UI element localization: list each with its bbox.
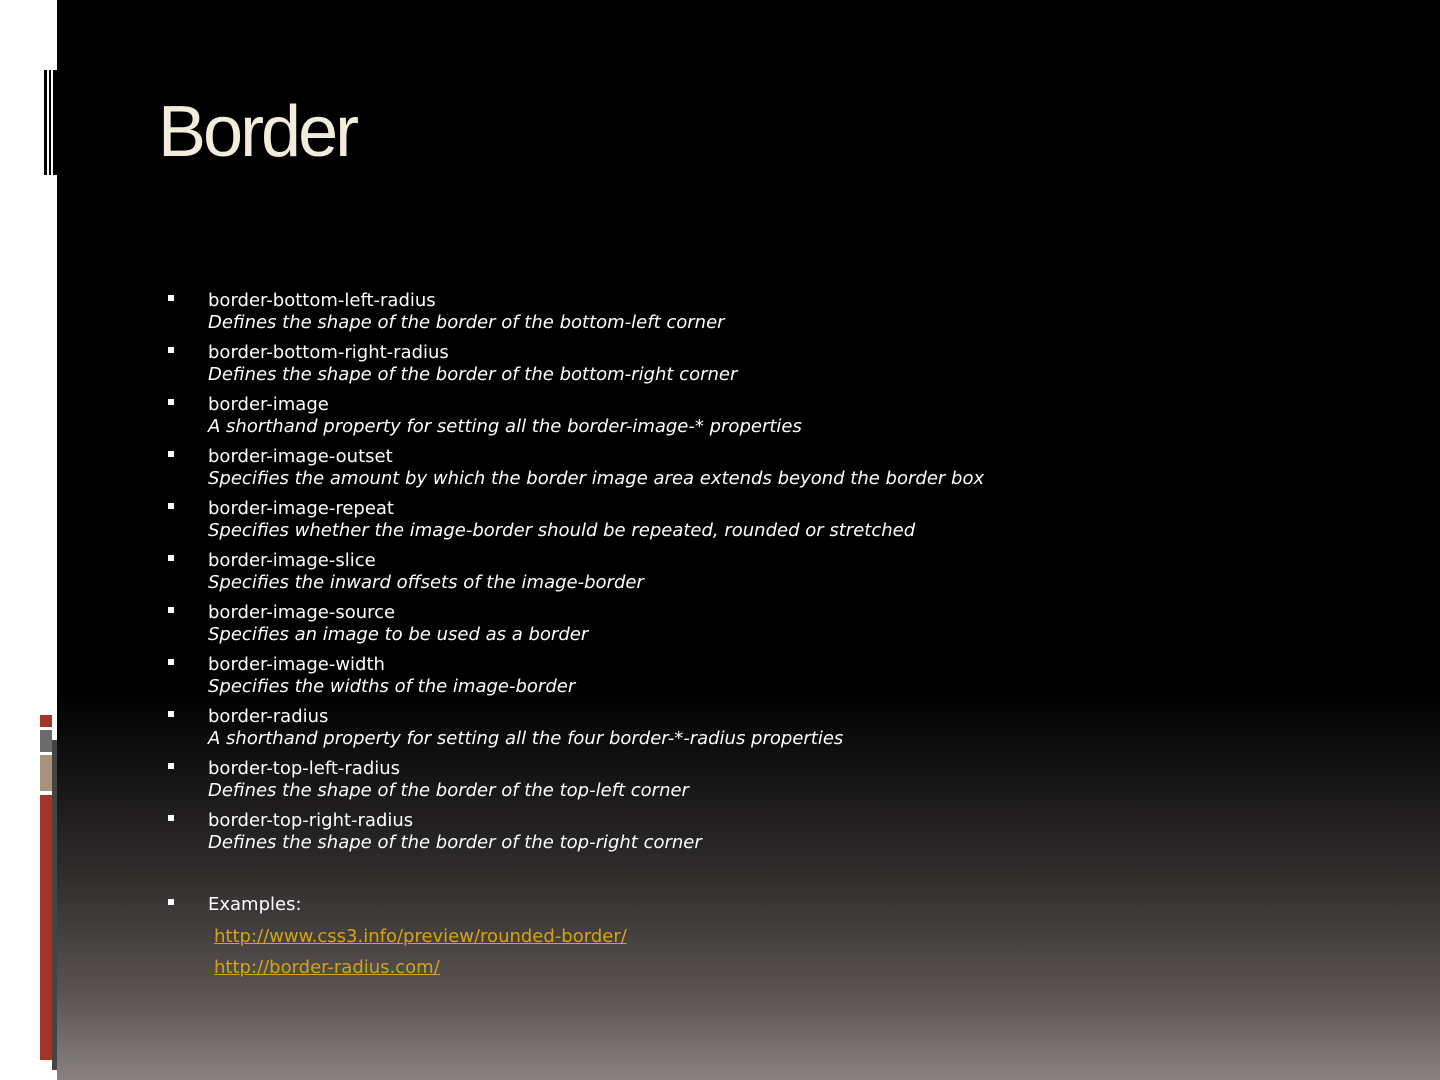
property-description: Specifies an image to be used as a border — [208, 623, 589, 645]
property-name: border-image — [208, 394, 329, 415]
bullet-icon — [168, 295, 174, 301]
list-item — [160, 446, 1360, 489]
decor-block-gray — [40, 730, 52, 752]
property-name: border-bottom-left-radius — [208, 290, 436, 311]
list-item — [160, 654, 1360, 697]
decor-line — [44, 70, 47, 175]
property-description: Specifies the inward offsets of the image-border — [208, 571, 644, 593]
list-item — [160, 498, 1360, 541]
list-item — [160, 810, 1360, 853]
decor-block-tan — [40, 755, 52, 791]
example-link-border-radius[interactable]: http://border-radius.com/ — [214, 957, 440, 978]
property-description: Specifies the widths of the image-border — [208, 675, 576, 697]
property-name: border-bottom-right-radius — [208, 342, 449, 363]
property-name: border-top-left-radius — [208, 758, 401, 779]
left-decoration-band — [0, 0, 57, 1080]
property-name: border-image-repeat — [208, 498, 394, 519]
property-name: border-image-width — [208, 654, 385, 675]
property-name: border-top-right-radius — [208, 810, 414, 831]
property-description: Defines the shape of the border of the bottom-right corner — [208, 363, 738, 385]
bullet-icon — [168, 711, 174, 717]
property-name: border-image-slice — [208, 550, 376, 571]
list-item — [160, 290, 1360, 333]
property-description: Defines the shape of the border of the top-left corner — [208, 779, 689, 801]
property-description: A shorthand property for setting all the four border-*-radius properties — [208, 727, 844, 749]
property-name: border-image-outset — [208, 446, 393, 467]
bullet-icon — [168, 503, 174, 509]
property-name: border-radius — [208, 706, 329, 727]
bullet-list — [160, 290, 1360, 979]
bullet-icon — [168, 899, 174, 905]
list-item — [160, 602, 1360, 645]
bullet-icon — [168, 607, 174, 613]
bullet-icon — [168, 815, 174, 821]
list-item — [160, 394, 1360, 437]
bullet-icon — [168, 659, 174, 665]
decor-line — [49, 70, 51, 175]
examples-item — [160, 894, 1360, 916]
decor-block-red-tall — [40, 795, 52, 1060]
bullet-icon — [168, 399, 174, 405]
bullet-icon — [168, 555, 174, 561]
list-item — [160, 342, 1360, 385]
slide-title: Border — [158, 92, 357, 172]
property-description: Specifies the amount by which the border image area extends beyond the border box — [208, 467, 985, 489]
list-item — [160, 550, 1360, 593]
bullet-icon — [168, 451, 174, 457]
examples-label: Examples: — [208, 894, 302, 915]
list-item — [160, 758, 1360, 801]
list-item — [160, 706, 1360, 749]
property-description: A shorthand property for setting all the border-image-* properties — [208, 415, 802, 437]
decor-block-red — [40, 715, 52, 727]
property-name: border-image-source — [208, 602, 396, 623]
property-description: Defines the shape of the border of the bottom-left corner — [208, 311, 725, 333]
property-description: Defines the shape of the border of the top-right corner — [208, 831, 702, 853]
bullet-icon — [168, 347, 174, 353]
bullet-icon — [168, 763, 174, 769]
example-link-css3-info[interactable]: http://www.css3.info/preview/rounded-border/ — [214, 925, 627, 947]
property-description: Specifies whether the image-border should be repeated, rounded or stretched — [208, 519, 916, 541]
